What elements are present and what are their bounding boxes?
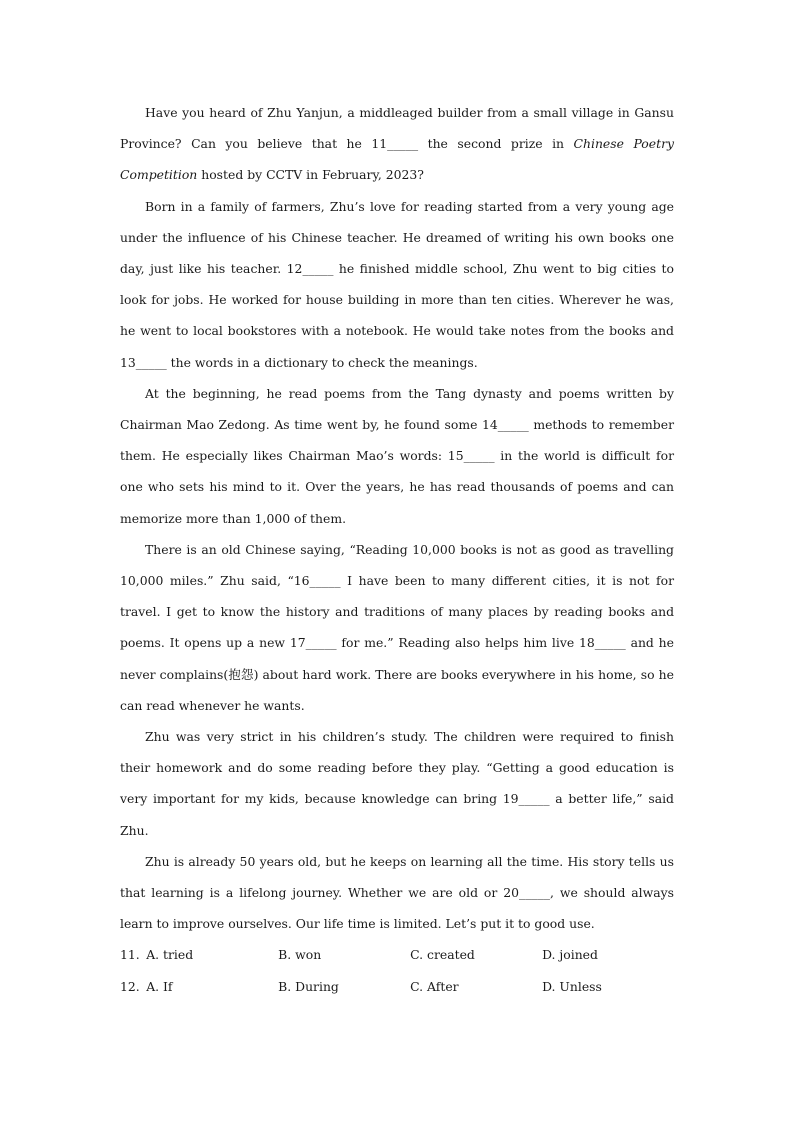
option-c: C. created: [410, 947, 475, 963]
option-b: B. won: [278, 947, 322, 963]
option-c: C. After: [410, 978, 459, 994]
paragraph-1-text-b: hosted by CCTV in February, 2023?: [197, 167, 424, 183]
option-a: A. If: [146, 978, 173, 994]
question-row-12: [120, 971, 674, 1002]
question-number: 12.: [120, 978, 140, 994]
paragraph-4: There is an old Chinese saying, “Reading 10,000 books is not as good as travelling 10,000 miles.” Zhu said, “16_____ I have been to many different cities, it is not for travel. I get to know the history and traditions of many places by reading books and poems. It opens up a new 17_____ for me.” Reading also helps him live 18_____ and he never complains(抱怨) about hard work. There are books everywhere in his home, so he can read whenever he wants.: [120, 541, 674, 713]
option-d: D. joined: [542, 947, 598, 963]
paragraph-1: [120, 97, 674, 191]
paragraph-3: At the beginning, he read poems from the Tang dynasty and poems written by Chairman Mao Zedong. As time went by, he found some 14_____ methods to remember them. He especially likes Chairman Mao’s words: 15_____ in the world is difficult for one who sets his mind to it. Over the years, he has read thousands of poems and can memorize more than 1,000 of them.: [120, 385, 674, 526]
competition-title: Chinese Poetry Competition: [120, 136, 674, 183]
question-row-11: [120, 939, 674, 970]
answer-options: [120, 939, 674, 1001]
option-d: D. Unless: [542, 978, 602, 994]
option-b: B. During: [278, 978, 339, 994]
paragraph-2: Born in a family of farmers, Zhu’s love for reading started from a very young age under the influence of his Chinese teacher. He dreamed of writing his own books one day, just like his teacher. 12_____ he finished middle school, Zhu went to big cities to look for jobs. He worked for house building in more than ten cities. Wherever he was, he went to local bookstores with a notebook. He would take notes from the books and 13_____ the words in a dictionary to check the meanings.: [120, 198, 674, 370]
question-number: 11.: [120, 947, 140, 963]
paragraph-6: Zhu is already 50 years old, but he keeps on learning all the time. His story tells us that learning is a lifelong journey. Whether we are old or 20_____, we should always learn to improve ourselves. Our life time is limited. Let’s put it to good use.: [120, 853, 674, 932]
option-a: A. tried: [146, 947, 194, 963]
paragraph-1-text-a: Have you heard of Zhu Yanjun, a middleaged builder from a small village in Gansu Province? Can you believe that he 11_____ the second prize in: [120, 105, 674, 152]
paragraph-5: Zhu was very strict in his children’s study. The children were required to finish their homework and do some reading before they play. “Getting a good education is very important for my kids, because knowledge can bring 19_____ a better life,” said Zhu.: [120, 729, 674, 838]
document-page: [120, 97, 674, 1002]
